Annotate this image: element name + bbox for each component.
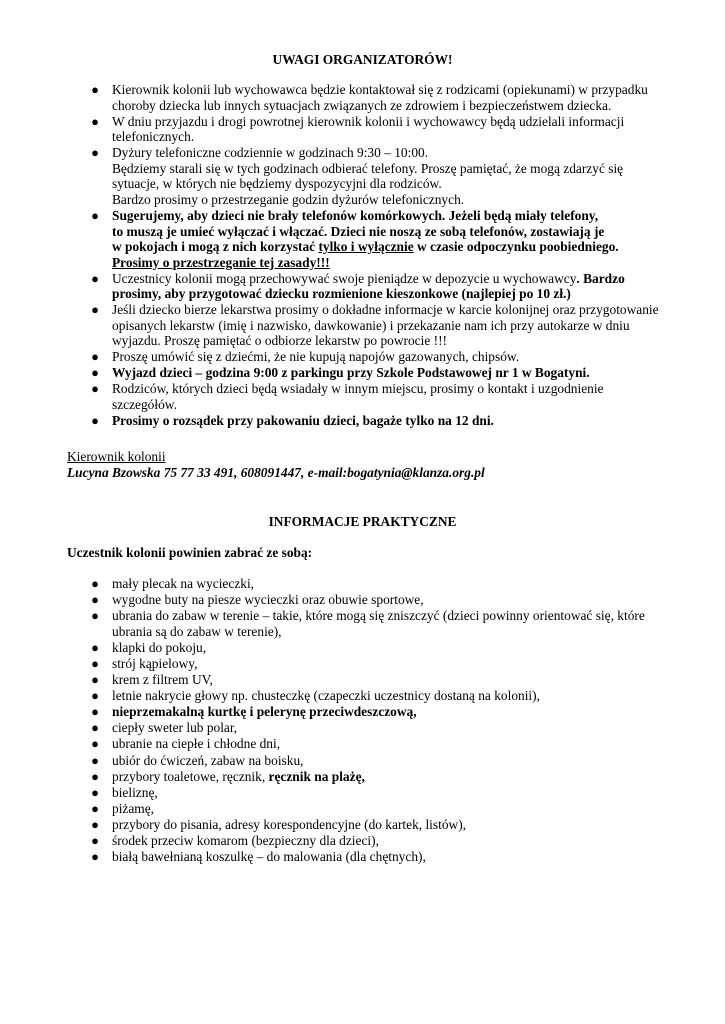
list-item [88,753,668,769]
list-item-text: Bardzo prosimy o przestrzeganie godzin dyżurów telefonicznych. [112,191,465,207]
bullet-icon: ● [91,412,99,428]
list-item-text: ciepły sweter lub polar, [112,720,238,736]
bullet-icon: ● [91,302,99,318]
list-item [88,817,668,833]
list-item-text: w czasie odpoczynku poobiedniego. [413,239,619,255]
list-item-text: to muszą je umieć wyłączać i włączać. Dzieci nie noszą ze sobą telefonów, zostawiają je [112,223,605,239]
list-item-text: Jeśli dziecko bierze lekarstwa prosimy o dokładne informacje w karcie kolonijnej oraz przygotowanie opisanych lekarstw (imię i nazwisko, dawkowanie) i przekazanie nam ich przy autokarze w dniu wyjazdu. Proszę pamiętać o odbiorze lekarstw po powrocie !!! [112,302,659,349]
list-item [88,413,668,429]
bullet-icon: ● [91,768,99,784]
bullet-icon: ● [91,82,99,97]
list-item-emphasis: . Bardzo prosimy, aby przygotować dziecku rozmienione kieszonkowe (najlepiej po 10 zł.) [112,270,625,302]
list-item [88,145,668,207]
bullet-icon: ● [91,849,99,865]
list-item [88,688,668,704]
list-item-text: nieprzemakalną kurtkę i pelerynę przeciwdeszczową, [112,704,417,720]
list-item [88,608,668,639]
list-item-text: przybory toaletowe, ręcznik, [112,768,269,784]
bullet-icon: ● [91,784,99,800]
bullet-icon: ● [91,752,99,768]
list-item [88,785,668,801]
list-item [88,576,668,592]
list-item-text: wygodne buty na piesze wycieczki oraz obuwie sportowe, [112,592,424,608]
list-item-text: – do malowania (dla chętnych), [256,849,426,865]
list-item-emphasis: Prosimy o przestrzeganie tej zasady!!! [112,254,330,270]
list-item-text: ubiór do ćwiczeń, zabaw na boisku, [112,752,304,768]
list-item-text: w pokojach i mogą z nich korzystać [112,239,319,255]
bullet-icon: ● [91,816,99,832]
bullet-icon: ● [91,736,99,752]
bullet-icon: ● [91,592,99,608]
list-item-text: środek przeciw komarom (bezpieczny dla dzieci), [112,833,379,848]
list-item [88,640,668,656]
list-item-text: krem z filtrem UV, [112,672,213,688]
list-item [88,82,668,113]
bullet-icon: ● [91,655,99,671]
bullet-icon: ● [91,576,99,591]
bullet-icon: ● [91,270,99,286]
list-item-emphasis: ręcznik na plażę, [268,768,365,784]
list-item-text: mały plecak na wycieczki, [112,576,255,591]
list-item [88,849,668,865]
list-item-text: Wyjazd dzieci – godzina 9:00 z parkingu przy Szkole Podstawowej nr 1 w Bogatyni. [112,365,590,381]
list-item-text: piżamę, [112,800,155,816]
list-item-text: letnie nakrycie głowy np. chusteczkę (czapeczki uczestnicy dostaną na kolonii), [112,688,540,704]
bullet-icon: ● [91,349,99,365]
list-item [88,672,668,688]
list-item [88,592,668,608]
list-item-text: Proszę umówić się z dziećmi, że nie kupują napojów gazowanych, chipsów. [112,349,520,365]
signature-title: Kierownik kolonii [67,449,166,464]
list-item-text: klapki do pokoju, [112,639,207,655]
packing-heading: Uczestnik kolonii powinien zabrać ze sobą: [67,545,313,560]
bullet-icon: ● [91,365,99,381]
bullet-icon: ● [91,639,99,655]
list-item [88,208,668,270]
signature-contact: Lucyna Bzowska 75 77 33 491, 608091447, e-mail:bogatynia@klanza.org.pl [67,465,485,480]
bullet-icon: ● [91,145,99,161]
list-item-text: Kierownik kolonii lub wychowawca będzie kontaktował się z rodzicami (opiekunami) w przypadku choroby dziecka lub innych sytuacjach związanych ze zdrowiem i bezpieczeństwem dziecka. [112,82,648,113]
list-item [88,302,668,349]
list-item [88,114,668,145]
list-item-text: strój kąpielowy, [112,655,198,671]
list-item-text: W dniu przyjazdu i drogi powrotnej kierownik kolonii i wychowawcy będą udzielali informacji telefonicznych. [112,113,625,145]
bullet-icon: ● [91,608,99,624]
list-item-text: Będziemy starali się w tych godzinach odbierać telefony. Proszę pamiętać, że mogą zdarzyć się sytuacje, w których nie będziemy dyspozycyjni dla rodziców. [112,160,624,192]
info-title: INFORMACJE PRAKTYCZNE [268,514,457,529]
list-item [88,720,668,736]
bullet-icon: ● [91,381,99,397]
list-item [88,801,668,817]
bullet-icon: ● [91,800,99,816]
bullet-icon: ● [91,688,99,704]
list-item-text: przybory do pisania, adresy korespondencyjne (do kartek, listów), [112,816,467,832]
bullet-icon: ● [91,113,99,129]
list-item [88,769,668,785]
list-item-text: Dyżury telefoniczne codziennie w godzinach 9:30 – 10:00. [112,145,429,161]
list-item-text: białą bawełnianą koszulkę [112,849,257,865]
notes-list [88,82,668,429]
packing-list [88,576,668,865]
list-item [88,656,668,672]
list-item-text: bieliznę, [112,784,158,800]
list-item [88,365,668,381]
list-item [88,349,668,365]
list-item [88,833,668,849]
list-item-text: Prosimy o rozsądek przy pakowaniu dzieci, bagaże tylko na 12 dni. [112,412,494,428]
bullet-icon: ● [91,720,99,736]
bullet-icon: ● [91,833,99,848]
list-item-emphasis: tylko i wyłącznie [318,239,414,255]
list-item-text: Uczestnicy kolonii mogą przechowywać swoje pieniądze w depozycie u wychowawcy [112,270,577,286]
bullet-icon: ● [91,207,99,223]
bullet-icon: ● [91,704,99,720]
list-item [88,271,668,302]
list-item-text: ubranie na ciepłe i chłodne dni, [112,736,281,752]
list-item [88,381,668,412]
bullet-icon: ● [91,672,99,688]
notes-title: UWAGI ORGANIZATORÓW! [272,52,453,67]
list-item-text: Rodziców, których dzieci będą wsiadały w innym miejscu, prosimy o kontakt i uzgodnienie szczegółów. [112,381,604,412]
list-item [88,704,668,720]
list-item-text: Sugerujemy, aby dzieci nie brały telefonów komórkowych. Jeżeli będą miały telefony, [112,207,599,223]
list-item-text: ubrania do zabaw w terenie – takie, które mogą się zniszczyć (dzieci powinny orientować się, które ubrania są do zabaw w terenie), [112,608,645,639]
list-item [88,736,668,752]
